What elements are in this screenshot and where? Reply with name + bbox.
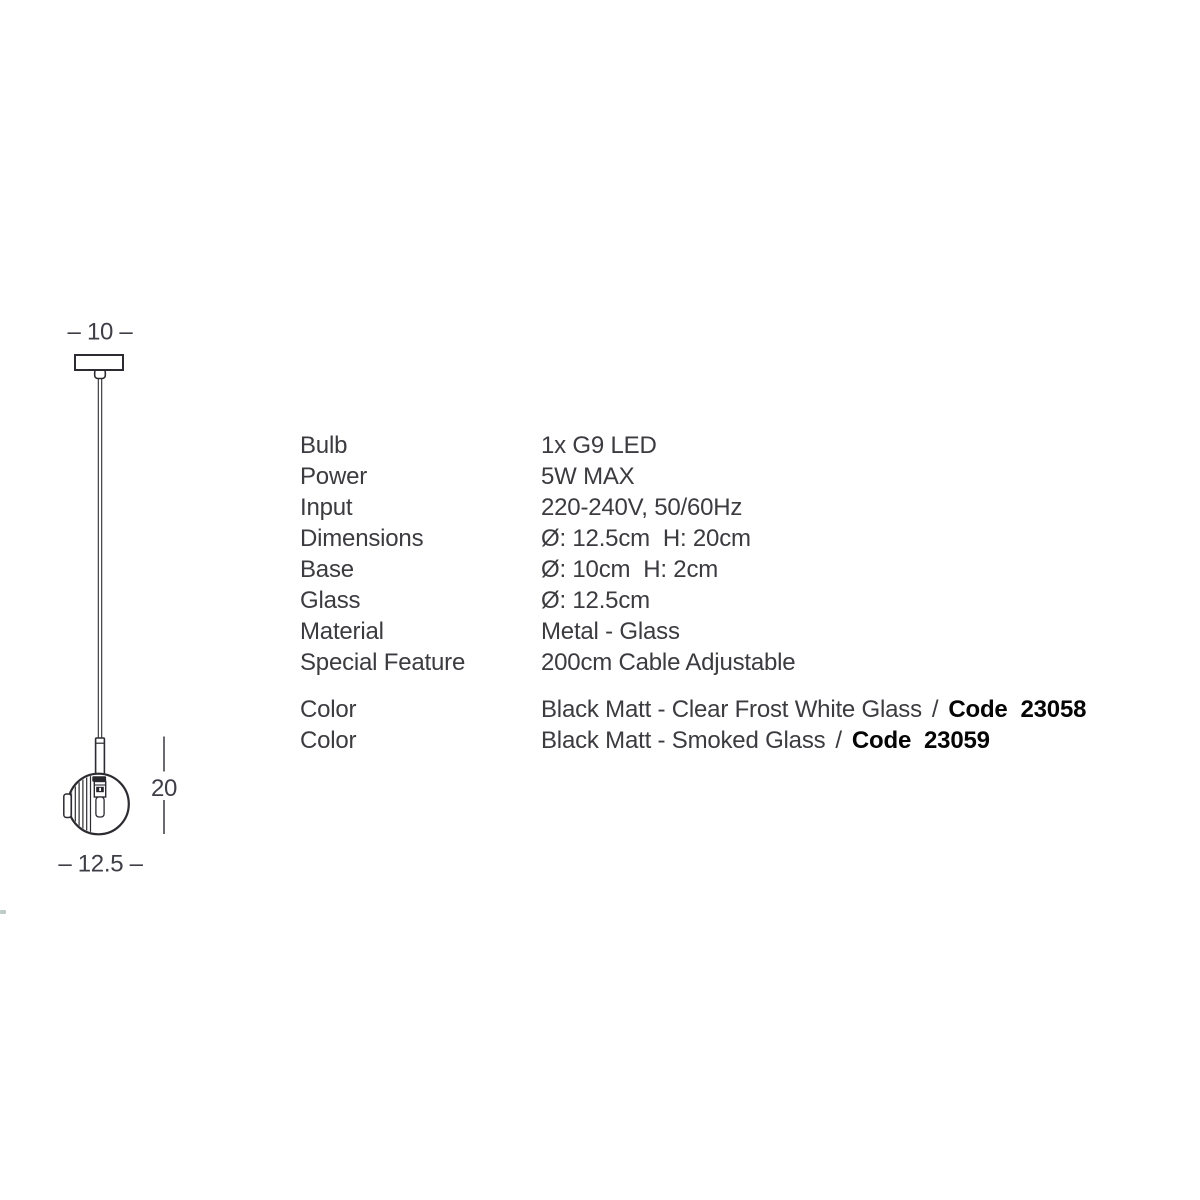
- spec-row-dimensions: [300, 523, 1180, 554]
- spec-row-bulb: [300, 430, 1180, 461]
- spec-value: Ø: 12.5cm: [541, 587, 650, 614]
- spec-table: [300, 430, 1180, 756]
- spec-value: 5W MAX: [541, 463, 635, 490]
- spec-value: Metal - Glass: [541, 618, 680, 645]
- spec-gap: [300, 678, 1180, 694]
- g9-bulb: [96, 797, 104, 817]
- spec-row-power: [300, 461, 1180, 492]
- spec-label: Color: [300, 696, 357, 723]
- dim-height-label: 20: [150, 775, 178, 802]
- product-code: Code 23058: [948, 696, 1087, 723]
- spec-row-base: [300, 554, 1180, 585]
- spec-label: Special Feature: [300, 649, 466, 676]
- spec-row-glass: [300, 585, 1180, 616]
- spec-value: [541, 725, 990, 756]
- spec-label: Bulb: [300, 432, 348, 459]
- product-code: Code 23059: [851, 727, 990, 754]
- bulb-socket: [94, 782, 105, 798]
- spec-label: Color: [300, 727, 357, 754]
- spec-label: Power: [300, 463, 368, 490]
- spec-label: Base: [300, 556, 354, 583]
- spec-label: Dimensions: [300, 525, 424, 552]
- edge-artifact: [0, 910, 6, 914]
- spec-row-material: [300, 616, 1180, 647]
- dim-bottom-label: – 12.5 –: [58, 850, 143, 878]
- spec-value: [541, 694, 1086, 725]
- suspension-cable: [98, 378, 101, 739]
- spec-row-color-1: [300, 694, 1180, 725]
- pendant-drawing: [0, 300, 220, 890]
- spec-value: Ø: 10cm H: 2cm: [541, 556, 719, 583]
- color-option: Black Matt - Clear Frost White Glass: [541, 696, 922, 723]
- spec-row-color-2: [300, 725, 1180, 756]
- spec-row-input: [300, 492, 1180, 523]
- separator: /: [835, 727, 842, 754]
- spec-value: 220-240V, 50/60Hz: [541, 494, 743, 521]
- color-option: Black Matt - Smoked Glass: [541, 727, 826, 754]
- spec-label: Material: [300, 618, 384, 645]
- separator: /: [931, 696, 939, 723]
- spec-value: 1x G9 LED: [541, 432, 657, 459]
- spec-label: Glass: [300, 587, 361, 614]
- spec-value: 200cm Cable Adjustable: [541, 649, 796, 676]
- spec-value: Ø: 12.5cm H: 20cm: [541, 525, 751, 552]
- ceiling-base: [75, 355, 123, 370]
- spec-label: Input: [300, 494, 353, 521]
- sphere-side-clip: [64, 794, 71, 818]
- dim-top-label: – 10 –: [67, 318, 133, 346]
- spec-row-special-feature: [300, 647, 1180, 678]
- stem: [96, 738, 105, 777]
